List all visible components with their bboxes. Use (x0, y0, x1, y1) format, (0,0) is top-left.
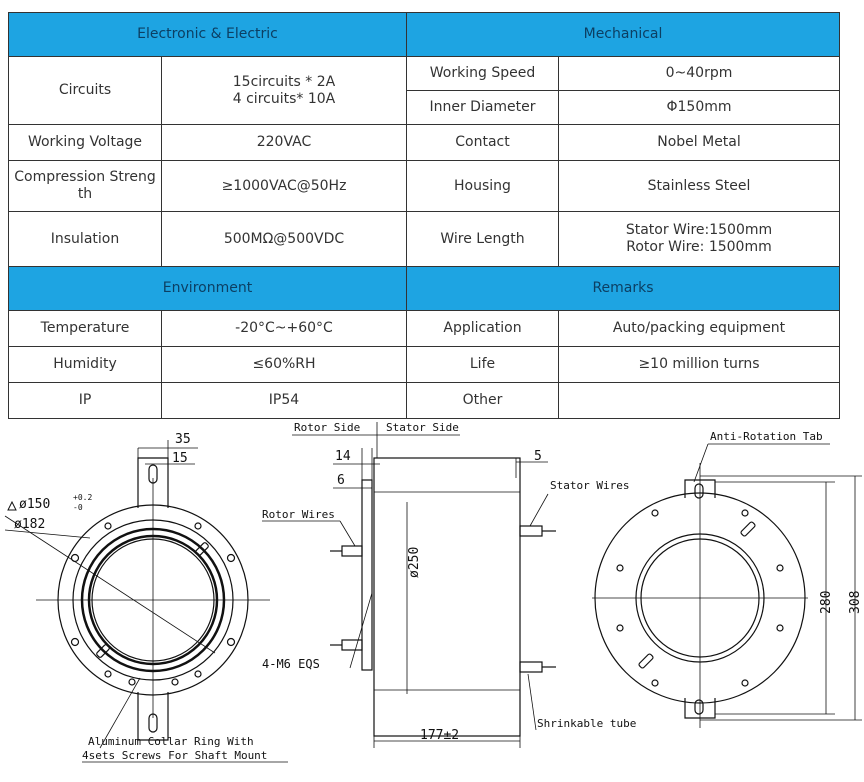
dim-35: 35 (175, 432, 191, 447)
rotor-wires-label: Rotor Wires (262, 508, 335, 521)
dim-15: 15 (172, 451, 188, 466)
shrink-tube-label: Shrinkable tube (537, 717, 637, 730)
insulation-label: Insulation (9, 212, 162, 267)
application-label: Application (407, 311, 559, 347)
application-value: Auto/packing equipment (559, 311, 840, 347)
dim-280: 280 (819, 590, 834, 614)
housing-label: Housing (407, 161, 559, 212)
dim-5: 5 (534, 449, 542, 464)
section-electronic-header: Electronic & Electric (9, 13, 407, 57)
compression-label-line2: th (77, 186, 93, 202)
front-view (5, 440, 270, 748)
contact-value: Nobel Metal (559, 125, 840, 161)
stator-wires-label: Stator Wires (550, 479, 630, 492)
housing-value: Stainless Steel (559, 161, 840, 212)
life-label: Life (407, 347, 559, 383)
life-value: ≥10 million turns (559, 347, 840, 383)
humidity-label: Humidity (9, 347, 162, 383)
section-mechanical-header: Mechanical (407, 13, 840, 57)
technical-drawing (0, 418, 864, 782)
dim-6: 6 (337, 473, 345, 488)
dia-150: ø150 (19, 497, 51, 512)
temperature-label: Temperature (9, 311, 162, 347)
dim-308: 308 (848, 590, 863, 614)
compression-strength-label (9, 161, 162, 212)
compression-label-line1: Compression Streng (14, 169, 156, 185)
length-dim: 177±2 (420, 728, 460, 743)
working-voltage-label: Working Voltage (9, 125, 162, 161)
compression-strength-value: ≥1000VAC@50Hz (162, 161, 407, 212)
rotor-side-label: Rotor Side (294, 421, 361, 434)
section-environment-header: Environment (9, 267, 407, 311)
dia-182: ø182 (14, 517, 46, 532)
working-voltage-value: 220VAC (162, 125, 407, 161)
insulation-value: 500MΩ@500VDC (162, 212, 407, 267)
inner-diameter-value: Φ150mm (559, 91, 840, 125)
dim-14: 14 (335, 449, 351, 464)
humidity-value: ≤60%RH (162, 347, 407, 383)
working-speed-label: Working Speed (407, 57, 559, 91)
other-value (559, 383, 840, 419)
collar-note-line2: 4sets Screws For Shaft Mount (82, 749, 268, 762)
tol-plus: +0.2 (73, 493, 93, 502)
contact-label: Contact (407, 125, 559, 161)
circuits-value-line1: 15circuits * 2A (232, 73, 336, 90)
section-remarks-header: Remarks (407, 267, 840, 311)
wire-length-value (559, 212, 840, 267)
circuits-value (162, 57, 407, 125)
ip-value: IP54 (162, 383, 407, 419)
other-label: Other (407, 383, 559, 419)
anti-rotation-tab-label: Anti-Rotation Tab (710, 430, 823, 443)
tol-minus: -0 (73, 503, 83, 512)
back-view (592, 444, 862, 728)
circuits-label: Circuits (9, 57, 162, 125)
collar-note-line1: Aluminum Collar Ring With (88, 735, 254, 748)
stator-side-label: Stator Side (386, 421, 459, 434)
circuits-value-line2: 4 circuits* 10A (232, 90, 336, 107)
ip-label: IP (9, 383, 162, 419)
side-view (262, 422, 556, 748)
spec-table (8, 12, 840, 419)
temperature-value: -20°C~+60°C (162, 311, 407, 347)
wire-length-line2: Rotor Wire: 1500mm (626, 239, 772, 255)
working-speed-value: 0~40rpm (559, 57, 840, 91)
inner-diameter-label: Inner Diameter (407, 91, 559, 125)
holes-label: 4-M6 EQS (262, 657, 320, 671)
wire-length-line1: Stator Wire:1500mm (625, 222, 773, 238)
wire-length-label: Wire Length (407, 212, 559, 267)
dia-250: ø250 (407, 546, 422, 578)
